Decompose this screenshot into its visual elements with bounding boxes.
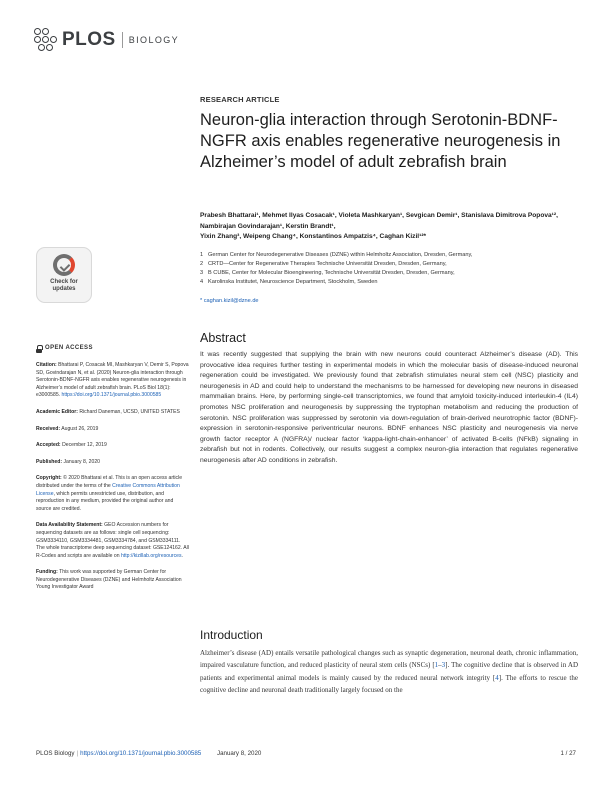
affiliation-item [200, 278, 580, 287]
copyright-block [36, 475, 190, 513]
intro-text-3: ]. The efforts to rescue the cognitive decline and neuronal death traditionally largely focused on the [200, 673, 578, 694]
check-for-updates-badge[interactable] [36, 247, 92, 303]
footer-separator: | [76, 750, 79, 757]
citation-block [36, 362, 190, 400]
copyright-text: © 2020 Bhattarai et al. This is an open access article distributed under the terms of the [36, 475, 183, 489]
received-label: Received: [36, 425, 61, 432]
logo-divider [122, 32, 123, 48]
page-number: 1 / 27 [560, 750, 576, 757]
author-line-2: Yixin Zhang³, Weipeng Chang⁴, Konstantinos Ampatzis⁴, Caghan Kizil¹²* [200, 233, 427, 240]
funding-text: This work was supported by German Center for Neurodegenerative Diseases (DZNE) and Helmholtz Association Young Investigator Award [36, 569, 182, 591]
affiliation-number: 2 [200, 261, 204, 267]
accepted-date: December 12, 2019 [62, 442, 107, 449]
open-access-text: OPEN ACCESS [45, 345, 93, 352]
abstract-heading: Abstract [200, 331, 246, 345]
affiliation-item [200, 269, 580, 278]
plos-logo-icon [34, 28, 58, 52]
intro-text-1: Alzheimer’s disease (AD) entails versatile pathological changes such as synaptic degeneration, neuronal death, chronic inflammation, impaired vasculature function, and reduced plasticity of neural stem cells (NSCs) [ [200, 649, 578, 670]
funding-label: Funding: [36, 569, 58, 576]
data-availability-text: GEO Accession numbers for sequencing datasets are as follows: single cell sequencing: GSM3334110, GSM3334481, GSM3334784, and GSM3334111. The whole transcriptome deep sequencing dataset: GSE124162. All R-Codes and scripts are available on [36, 522, 189, 559]
logo-text: PLOS [62, 29, 116, 50]
affiliation-item [200, 251, 580, 260]
resources-link[interactable]: http://kizillab.org/resources [120, 552, 182, 559]
published-label: Published: [36, 458, 63, 465]
author-list [200, 211, 580, 243]
affiliation-text: German Center for Neurodegenerative Diseases (DZNE) within Helmholtz Association, Dresden, Germany, [208, 252, 473, 258]
affiliation-item [200, 260, 580, 269]
affiliation-text: Karolinska Institutet, Neuroscience Department, Stockholm, Sweden [208, 279, 378, 285]
editor-label: Academic Editor: [36, 408, 78, 415]
open-lock-icon [36, 345, 42, 353]
accepted-label: Accepted: [36, 442, 61, 449]
footer-left [36, 750, 261, 757]
data-availability-text-end: . [181, 552, 183, 559]
corresponding-email-link[interactable]: * caghan.kizil@dzne.de [200, 298, 259, 304]
reference-link-1[interactable]: 1 [434, 661, 439, 670]
published-date: January 8, 2020 [63, 458, 101, 465]
data-availability-block [36, 522, 190, 560]
affiliations [200, 251, 580, 287]
affiliation-text: CRTD—Center for Regenerative Therapies Technische Universität Dresden, Dresden, Germany, [208, 261, 447, 267]
article-type: RESEARCH ARTICLE [200, 95, 280, 104]
journal-name: BIOLOGY [128, 35, 180, 45]
introduction-heading: Introduction [200, 628, 263, 642]
reference-dash: – [438, 661, 442, 670]
citation-text: Bhattarai P, Cosacak MI, Mashkaryan V, Demir S, Popova SD, Govindarajan N, et al. (2020) Neuron-glia interaction through Serotonin-BDNF-NGFR axis enables regenerative neurogenesis in Alzheimer’s model of adult zebrafish brain. PLoS Biol 18(1): e3000585. [36, 362, 189, 399]
received-block [36, 426, 190, 434]
affiliation-number: 4 [200, 279, 204, 285]
citation-label: Citation: [36, 362, 57, 368]
reference-link-3[interactable]: 3 [441, 661, 446, 670]
copyright-text-end: , which permits unrestricted use, distribution, and reproduction in any medium, provided the original author and source are credited. [36, 490, 174, 512]
article-sidebar [36, 345, 190, 601]
copyright-label: Copyright: [36, 475, 62, 482]
editor-text: Richard Daneman, UCSD, UNITED STATES [79, 408, 180, 415]
badge-line-1: Check for [50, 279, 78, 285]
affiliation-number: 1 [200, 252, 204, 258]
data-availability-label: Data Availability Statement: [36, 522, 103, 529]
affiliation-text: B CUBE, Center for Molecular Bioengineering, Technische Universität Dresden, Dresden, Germany, [208, 270, 455, 276]
footer-journal: PLOS Biology [36, 750, 75, 757]
affiliation-number: 3 [200, 270, 204, 276]
introduction-text [200, 647, 578, 696]
footer-doi-link[interactable]: https://doi.org/10.1371/journal.pbio.3000585 [80, 750, 202, 757]
intro-text-2: ]. The cognitive decline that is observed in AD patients and experimental animal models is mainly caused by the reduced neural network integrity [ [200, 661, 578, 682]
abstract-text: It was recently suggested that supplying the brain with new neurons could counteract Alzheimer’s disease (AD). This provocative idea requires further testing in experimental models in which the molecular basis of disease-induced neuronal regeneration could be investigated. We previously found that zebrafish stimulates neural stem cell (NSC) plasticity and neurogenesis in AD and could help to understand the mechanisms to be harnessed for developing new neurons in diseased mammalian brains. Here, by performing single-cell transcriptomics, we found that amyloid toxicity-induced interleukin-4 (IL4) promotes NSC proliferation and neurogenesis by suppressing the tryptophan metabolism and reducing the production of serotonin. NSC proliferation was suppressed by serotonin via down-regulation of brain-derived neurotrophic factor (BDNF)-expression in serotonin-responsive periventricular neurons. BDNF enhances NSC plasticity and neurogenesis via nerve growth factor receptor A (NGFRA)/ nuclear factor ‘kappa-light-chain-enhancer’ of activated B-cells (NFkB) signaling in zebrafish but not in rodents. Collectively, our results suggest a complex neuron-glia interaction that regulates regenerative neurogenesis after AD conditions in zebrafish. [200, 351, 578, 464]
editor-block [36, 409, 190, 417]
published-block [36, 459, 190, 467]
badge-line-2: updates [52, 286, 76, 292]
article-title: Neuron-glia interaction through Serotonin-BDNF-NGFR axis enables regenerative neurogenesis in Alzheimer’s model of adult zebrafish brain [200, 111, 561, 171]
accepted-block [36, 442, 190, 450]
license-link[interactable]: Creative Commons Attribution License [36, 482, 180, 497]
open-access-label [36, 345, 190, 353]
citation-doi-link[interactable]: https://doi.org/10.1371/journal.pbio.3000585 [61, 392, 162, 399]
page-footer [36, 750, 576, 757]
author-line-1: Prabesh Bhattarai¹, Mehmet Ilyas Cosacak¹, Violeta Mashkaryan¹, Sevgican Demir¹, Stanislava Dimitrova Popova¹², Nambirajan Govindarajan¹, Kerstin Brandt¹, [200, 212, 558, 230]
check-updates-icon [53, 254, 75, 276]
footer-date: January 8, 2020 [216, 750, 262, 757]
funding-block [36, 569, 190, 592]
plos-biology-logo [34, 28, 179, 52]
received-date: August 26, 2019 [61, 425, 99, 432]
reference-link-4[interactable]: 4 [495, 673, 499, 682]
